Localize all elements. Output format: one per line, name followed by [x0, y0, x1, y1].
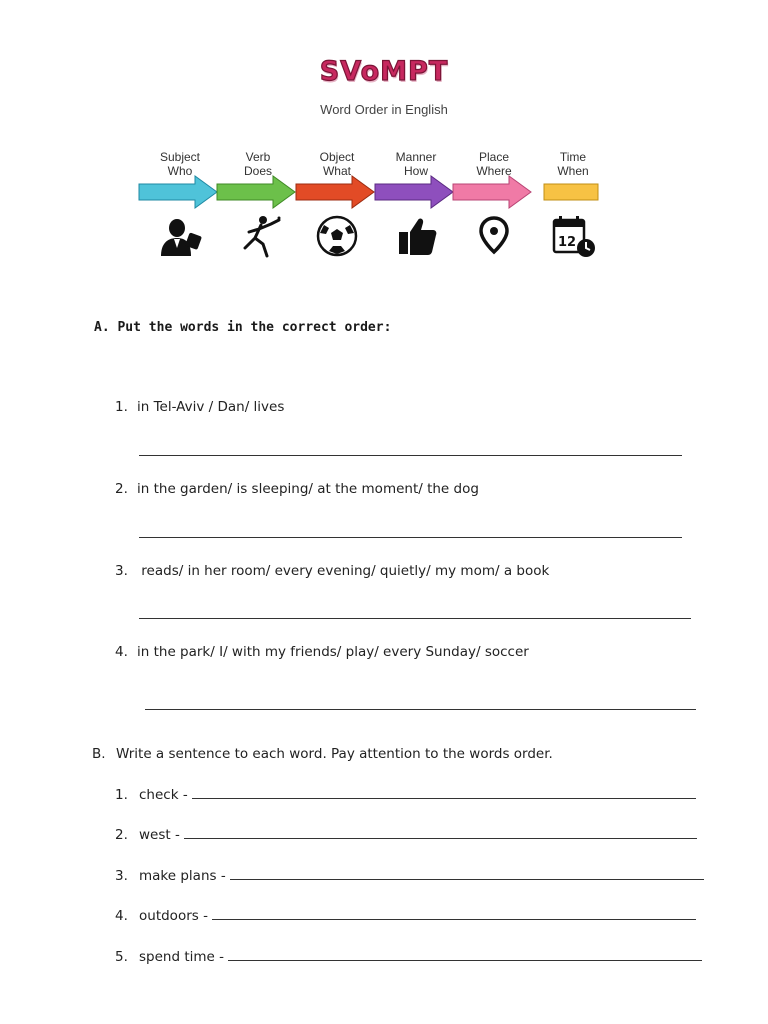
right-arrow-icon [294, 174, 380, 210]
question-text: in the park/ I/ with my friends/ play/ every Sunday/ soccer [137, 644, 529, 660]
list-item: 3. reads/ in her room/ every evening/ quietly/ my mom/ a book [115, 563, 550, 579]
answer-line[interactable] [192, 798, 696, 799]
list-item: 1. in Tel-Aviv / Dan/ lives [115, 399, 285, 415]
page-subtitle: Word Order in English [320, 102, 448, 117]
list-item: 4. outdoors - [115, 908, 696, 924]
question-text: reads/ in her room/ every evening/ quietly/ my mom/ a book [137, 563, 550, 579]
list-item: 1. check - [115, 787, 696, 803]
answer-line[interactable] [230, 879, 704, 880]
word-order-label: Object What [319, 150, 355, 178]
logo-text: SVoMPT [319, 56, 449, 87]
answer-line[interactable] [139, 455, 682, 456]
right-arrow-icon [451, 174, 537, 210]
right-arrow-icon [373, 174, 459, 210]
word-order-time [530, 140, 616, 260]
answer-line[interactable] [145, 709, 696, 710]
word-order-object [294, 140, 380, 260]
word-prompt: spend time - [139, 949, 224, 965]
time-bar-icon [530, 174, 616, 210]
word-prompt: make plans - [139, 868, 226, 884]
word-order-verb [215, 140, 301, 260]
answer-line[interactable] [139, 618, 691, 619]
svg-text:12: 12 [558, 235, 577, 250]
calendar-clock-icon [550, 214, 596, 258]
word-order-label: Manner How [395, 150, 437, 178]
list-item: 3. make plans - [115, 868, 704, 884]
list-item: 2. in the garden/ is sleeping/ at the moment/ the dog [115, 481, 479, 497]
right-arrow-icon [215, 174, 301, 210]
word-order-label: Time When [557, 150, 589, 178]
word-order-place [451, 140, 537, 260]
word-prompt: outdoors - [139, 908, 208, 924]
soccer-ball-icon [314, 214, 360, 258]
list-item: 4. in the park/ I/ with my friends/ play/ every Sunday/ soccer [115, 644, 529, 660]
answer-line[interactable] [184, 838, 697, 839]
word-prompt: west - [139, 827, 180, 843]
section-a-heading: A. Put the words in the correct order: [94, 320, 392, 335]
word-order-manner [373, 140, 459, 260]
answer-line[interactable] [228, 960, 702, 961]
section-b-heading: B. Write a sentence to each word. Pay attention to the words order. [92, 746, 553, 762]
word-prompt: check - [139, 787, 188, 803]
list-item: 2. west - [115, 827, 697, 843]
runner-icon [235, 214, 281, 258]
word-order-label: Verb Does [243, 150, 272, 178]
thumbs-up-icon [393, 214, 439, 258]
location-pin-icon [471, 214, 517, 258]
word-order-subject [137, 140, 223, 260]
answer-line[interactable] [139, 537, 682, 538]
question-text: in Tel-Aviv / Dan/ lives [137, 399, 285, 415]
list-item: 5. spend time - [115, 949, 702, 965]
word-order-label: Subject Who [159, 150, 201, 178]
right-arrow-icon [137, 174, 223, 210]
person-icon [157, 214, 203, 258]
question-text: in the garden/ is sleeping/ at the moment/ the dog [137, 481, 479, 497]
word-order-label: Place Where [476, 150, 512, 178]
answer-line[interactable] [212, 919, 696, 920]
logo [0, 56, 768, 87]
